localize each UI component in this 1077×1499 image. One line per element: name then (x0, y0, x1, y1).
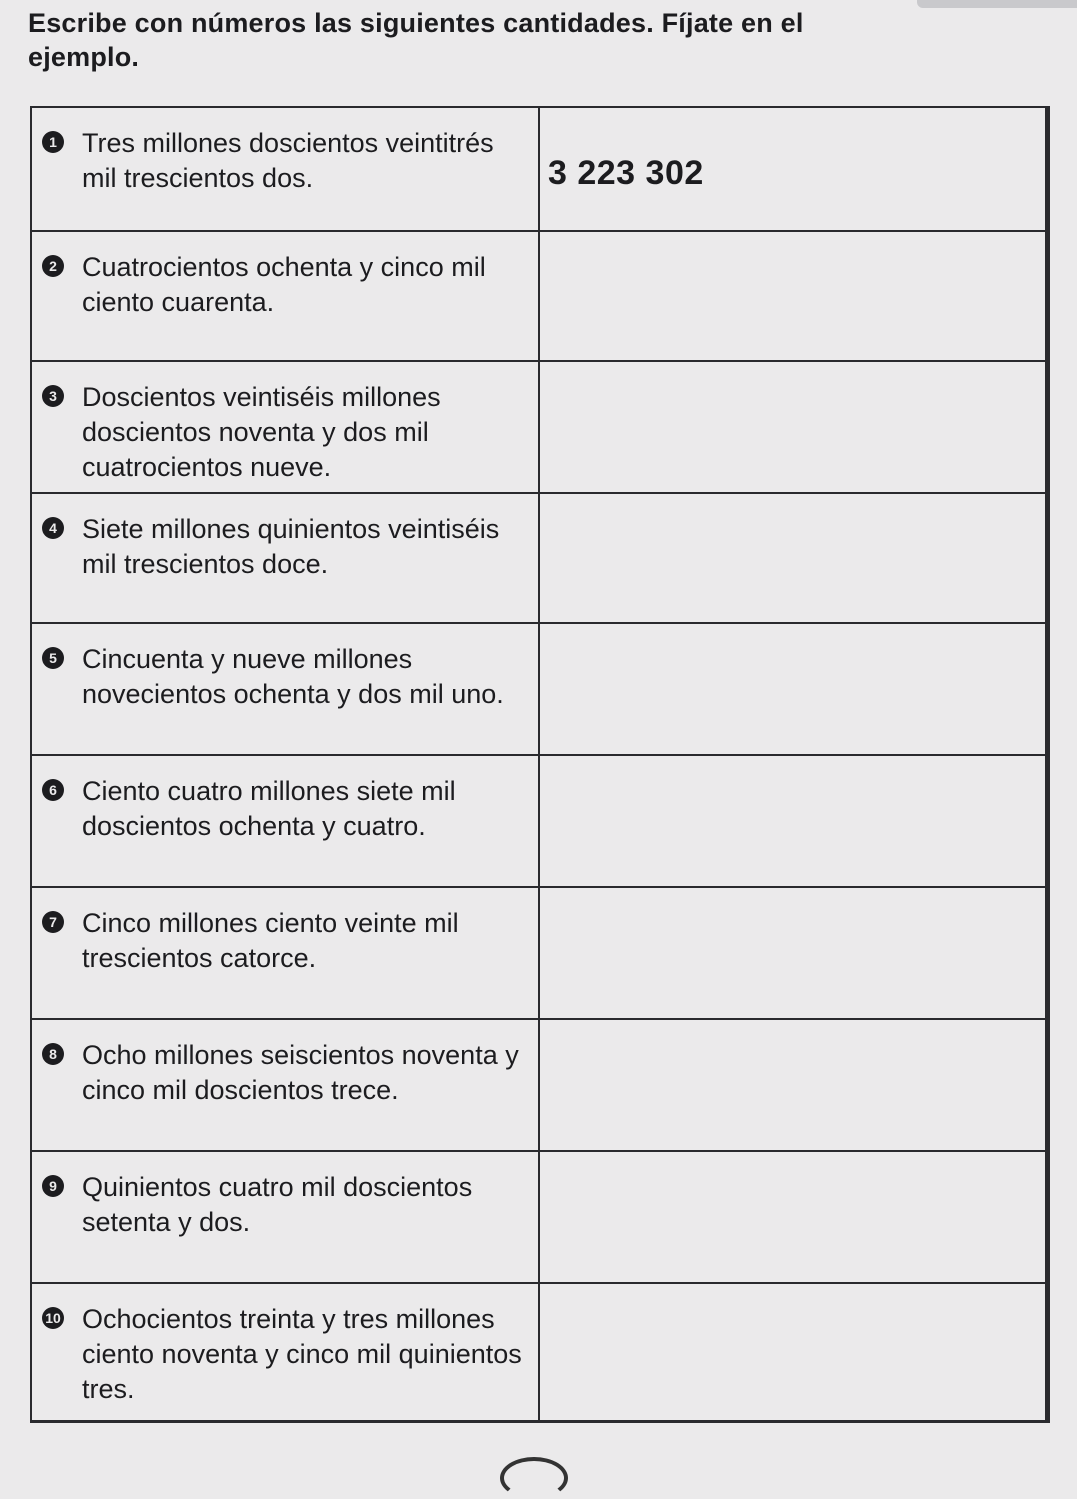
item-number-badge: 4 (42, 517, 64, 539)
question-cell (31, 231, 539, 361)
table-row (31, 623, 1046, 755)
answer-cell[interactable] (539, 361, 1046, 493)
question-cell (31, 1019, 539, 1151)
question-cell (31, 887, 539, 1019)
answer-text (540, 1020, 1045, 1066)
table-row (31, 1283, 1046, 1421)
answer-cell[interactable] (539, 1283, 1046, 1421)
question-cell (31, 1283, 539, 1421)
table-row (31, 107, 1046, 231)
question-text: Cuatrocientos ochenta y cinco mil ciento cuarenta. (82, 252, 486, 317)
answer-cell[interactable] (539, 755, 1046, 887)
question-cell (31, 361, 539, 493)
page-edge (917, 0, 1077, 8)
answer-cell[interactable] (539, 1151, 1046, 1283)
question-cell (31, 1151, 539, 1283)
answer-text (540, 756, 1045, 802)
answer-cell[interactable] (539, 1019, 1046, 1151)
question-text: Ciento cuatro millones siete mil doscientos ochenta y cuatro. (82, 776, 456, 841)
question-cell (31, 493, 539, 623)
question-cell (31, 107, 539, 231)
item-number-badge: 3 (42, 385, 64, 407)
answer-cell[interactable] (539, 623, 1046, 755)
answer-cell[interactable] (539, 107, 1046, 231)
question-text: Tres millones doscientos veintitrés mil trescientos dos. (82, 128, 494, 193)
table-row (31, 231, 1046, 361)
decorative-arc (500, 1457, 568, 1499)
question-text: Doscientos veintiséis millones doscientos noventa y dos mil cuatrocientos nueve. (82, 382, 441, 482)
table-row (31, 755, 1046, 887)
question-text: Siete millones quinientos veintiséis mil trescientos doce. (82, 514, 500, 579)
table-row (31, 361, 1046, 493)
answer-text (540, 624, 1045, 670)
item-number-badge: 9 (42, 1175, 64, 1197)
answer-cell[interactable] (539, 231, 1046, 361)
question-text: Ochocientos treinta y tres millones ciento noventa y cinco mil quinientos tres. (82, 1304, 522, 1404)
table-row (31, 887, 1046, 1019)
answer-cell[interactable] (539, 887, 1046, 1019)
table-row (31, 1151, 1046, 1283)
item-number-badge: 8 (42, 1043, 64, 1065)
item-number-badge: 1 (42, 131, 64, 153)
answer-text (540, 362, 1045, 408)
answer-cell[interactable] (539, 493, 1046, 623)
item-number-badge: 6 (42, 779, 64, 801)
item-number-badge: 5 (42, 647, 64, 669)
answer-text (540, 888, 1045, 934)
question-text: Ocho millones seiscientos noventa y cinco mil doscientos trece. (82, 1040, 519, 1105)
answer-text: 3 223 302 (548, 154, 704, 192)
question-text: Cincuenta y nueve millones novecientos ochenta y dos mil uno. (82, 644, 504, 709)
item-number-badge: 10 (42, 1307, 64, 1329)
table-row (31, 1019, 1046, 1151)
question-cell (31, 755, 539, 887)
answer-text (540, 1284, 1045, 1330)
item-number-badge: 7 (42, 911, 64, 933)
exercise-table (30, 106, 1050, 1423)
answer-text (540, 494, 1045, 540)
item-number-badge: 2 (42, 255, 64, 277)
answer-text (540, 1152, 1045, 1198)
table-row (31, 493, 1046, 623)
question-cell (31, 623, 539, 755)
question-text: Quinientos cuatro mil doscientos setenta y dos. (82, 1172, 473, 1237)
answer-text (540, 232, 1045, 278)
instruction-heading: Escribe con números las siguientes cantidades. Fíjate en el ejemplo. (28, 8, 804, 72)
question-text: Cinco millones ciento veinte mil trescientos catorce. (82, 908, 459, 973)
